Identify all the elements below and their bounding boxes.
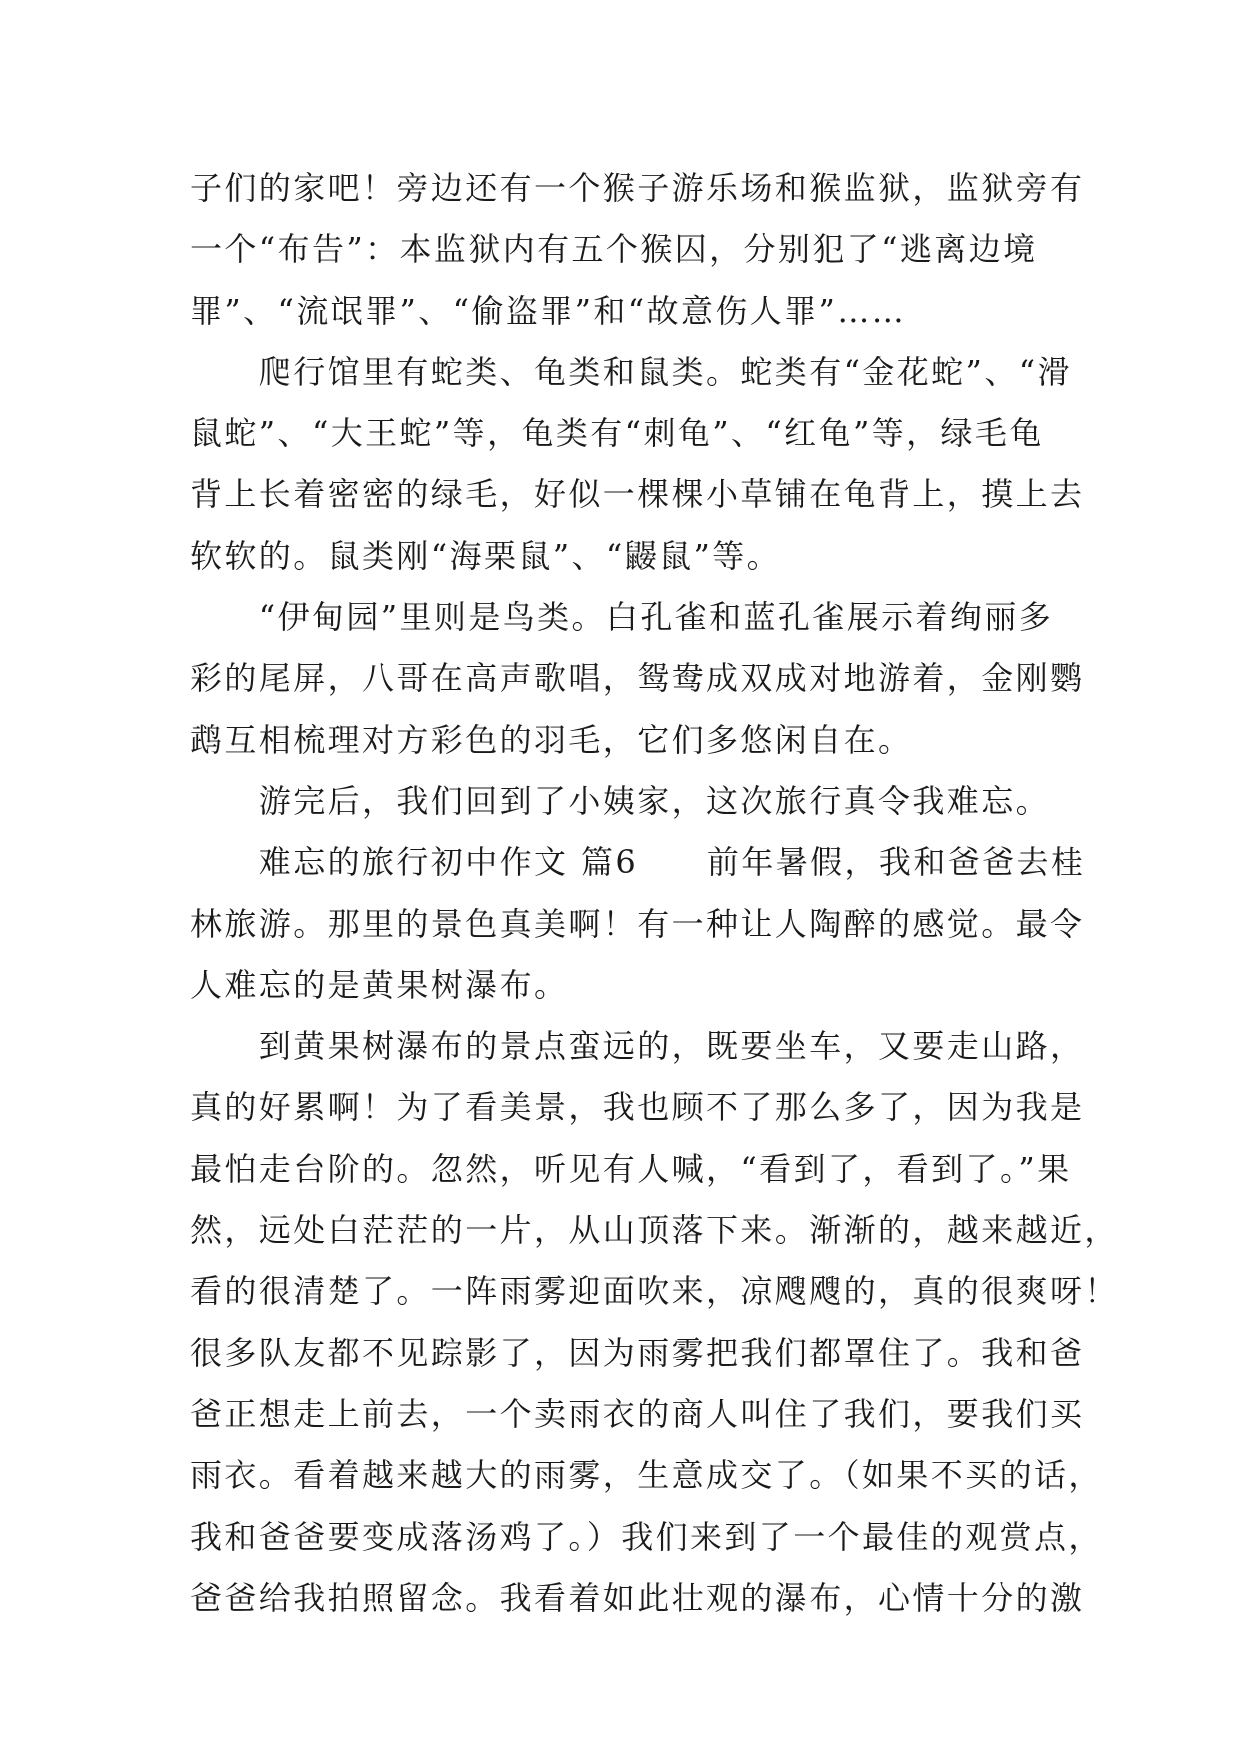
text-line: 到黄果树瀑布的景点蛮远的，既要坐车，又要走山路， bbox=[190, 1027, 1085, 1066]
text-line: 一个“布告”：本监狱内有五个猴囚，分别犯了“逃离边境 bbox=[190, 230, 1038, 269]
text-line: 真的好累啊！为了看美景，我也顾不了那么多了，因为我是 bbox=[190, 1088, 1085, 1127]
text-line: 游完后，我们回到了小姨家，这次旅行真令我难忘。 bbox=[190, 781, 1051, 820]
text-line: 软软的。鼠类刚“海栗鼠”、“鼹鼠”等。 bbox=[190, 536, 782, 575]
text-line: 很多队友都不见踪影了，因为雨雾把我们都罩住了。我和爸 bbox=[190, 1333, 1085, 1372]
text-line: 罪”、“流氓罪”、“偷盗罪”和“故意伤人罪”…… bbox=[190, 291, 907, 330]
text-line: 彩的尾屏，八哥在高声歌唱，鸳鸯成双成对地游着，金刚鹦 bbox=[190, 659, 1085, 698]
text-line: 鹉互相梳理对方彩色的羽毛，它们多悠闲自在。 bbox=[190, 720, 913, 759]
article-body bbox=[190, 158, 1119, 1629]
text-line: 我和爸爸要变成落汤鸡了。）我们来到了一个最佳的观赏点， bbox=[190, 1517, 1103, 1556]
text-line: 最怕走台阶的。忽然，听见有人喊，“看到了，看到了。”果 bbox=[190, 1149, 1072, 1188]
text-line: 雨衣。看着越来越大的雨雾，生意成交了。（如果不买的话， bbox=[190, 1456, 1103, 1495]
text-line: 人难忘的是黄果树瀑布。 bbox=[190, 965, 569, 1004]
text-line: 然，远处白茫茫的一片，从山顶落下来。渐渐的，越来越近， bbox=[190, 1211, 1119, 1250]
text-line: 背上长着密密的绿毛，好似一棵棵小草铺在龟背上，摸上去 bbox=[190, 475, 1085, 514]
text-line: “伊甸园”里则是鸟类。白孔雀和蓝孔雀展示着绚丽多 bbox=[190, 598, 1054, 637]
text-line: 爸正想走上前去，一个卖雨衣的商人叫住了我们，要我们买 bbox=[190, 1394, 1085, 1433]
text-line: 林旅游。那里的景色真美啊！有一种让人陶醉的感觉。最令 bbox=[190, 904, 1085, 943]
text-line: 爬行馆里有蛇类、龟类和鼠类。蛇类有“金花蛇”、“滑 bbox=[190, 352, 1072, 391]
text-line: 爸爸给我拍照留念。我看着如此壮观的瀑布，心情十分的激 bbox=[190, 1578, 1085, 1617]
text-line: 子们的家吧！旁边还有一个猴子游乐场和猴监狱，监狱旁有 bbox=[190, 169, 1085, 207]
text-line: 鼠蛇”、“大王蛇”等，龟类有“刺龟”、“红龟”等，绿毛龟 bbox=[190, 414, 1044, 453]
text-line: 看的很清楚了。一阵雨雾迎面吹来，凉飕飕的，真的很爽呀！ bbox=[190, 1272, 1119, 1311]
text-line: 难忘的旅行初中作文 篇6 前年暑假，我和爸爸去桂 bbox=[190, 843, 1086, 882]
